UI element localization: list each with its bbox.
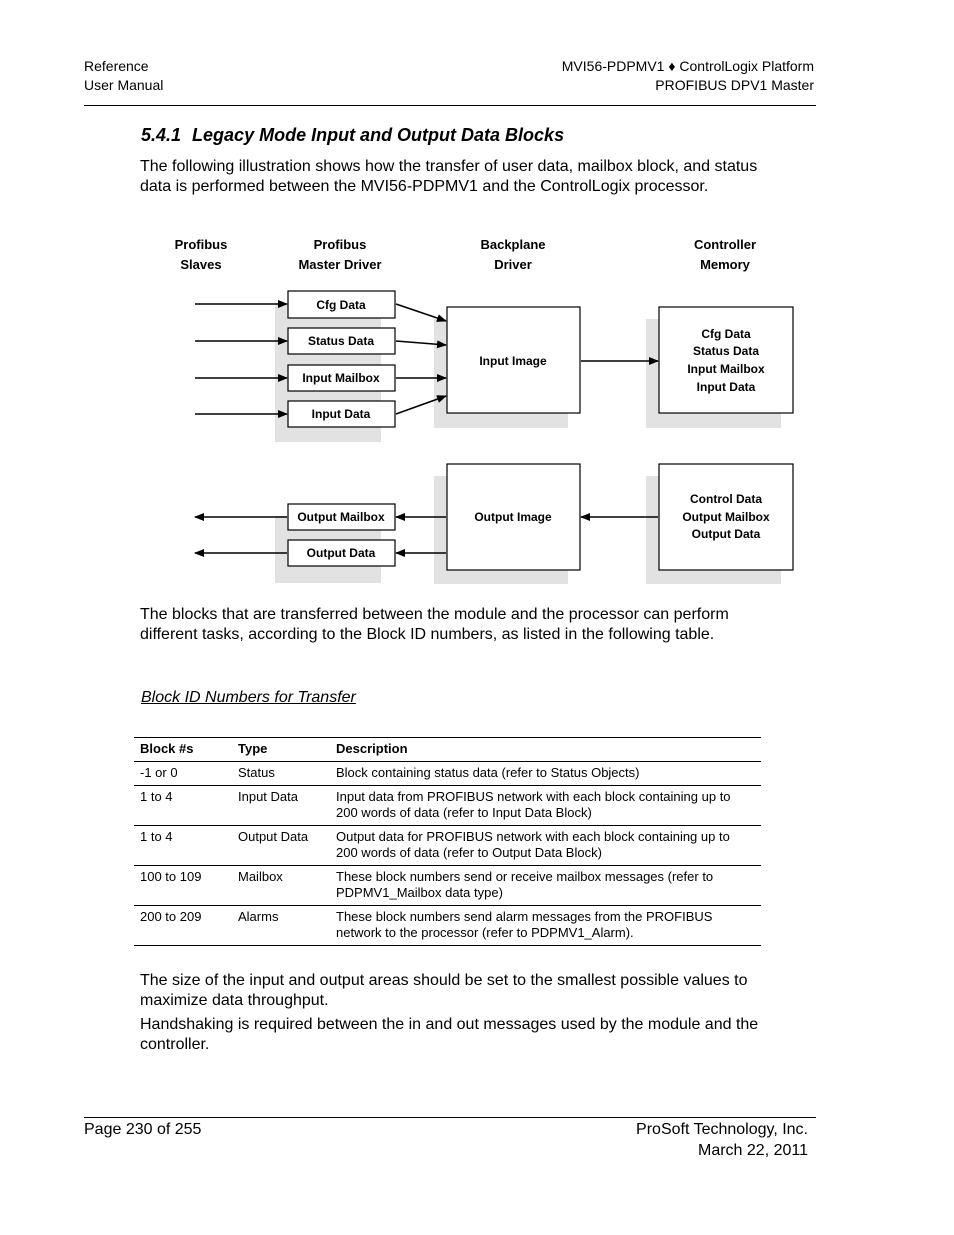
label-mem-output-mailbox: Output Mailbox	[682, 510, 770, 524]
label-mem-cfg-data: Cfg Data	[701, 327, 751, 341]
table-row	[134, 866, 761, 906]
label-output-data: Output Data	[306, 546, 376, 560]
table-header-row	[134, 738, 761, 762]
table-caption: Block ID Numbers for Transfer	[141, 689, 356, 706]
section-title: Legacy Mode Input and Output Data Blocks	[192, 125, 565, 145]
cell-block-number: -1 or 0	[140, 765, 178, 780]
cell-block-number: 200 to 209	[140, 909, 202, 924]
footer-rule	[84, 1117, 816, 1118]
label-mem-input-mailbox: Input Mailbox	[687, 362, 765, 376]
cell-description: Block containing status data (refer to Status Objects)	[336, 765, 640, 780]
cell-type: Alarms	[238, 909, 279, 924]
label-input-data: Input Data	[311, 407, 371, 421]
header-block-number: Block #s	[140, 741, 194, 756]
cell-block-number: 100 to 109	[140, 869, 202, 884]
block-id-table	[134, 737, 761, 946]
section-number: 5.4.1	[141, 125, 182, 145]
label-output-image: Output Image	[474, 510, 552, 524]
header-doc-type: User Manual	[84, 77, 164, 93]
label-mem-output-data: Output Data	[691, 527, 761, 541]
table-row	[134, 786, 761, 826]
note-area-size: The size of the input and output areas should be set to the smallest possible values to maximize data throughput.	[140, 972, 748, 1009]
column-headings	[175, 237, 756, 272]
block-memory-in	[659, 307, 793, 413]
header-type: Type	[238, 741, 268, 756]
heading-backplane-2: Driver	[494, 257, 532, 272]
table-row	[134, 762, 761, 786]
header-rule	[84, 105, 816, 106]
cell-type: Mailbox	[238, 869, 283, 884]
note-handshaking: Handshaking is required between the in and out messages used by the module and the controller.	[140, 1016, 759, 1053]
data-transfer-diagram	[150, 228, 820, 598]
heading-slaves-1: Profibus	[174, 237, 228, 252]
heading-controller-1: Controller	[693, 237, 757, 252]
section-heading	[141, 125, 564, 146]
cell-description: These block numbers send alarm messages from the PROFIBUS network to the processor (refer to PDPMV1_Alarm).	[336, 909, 713, 940]
cell-type: Input Data	[238, 789, 298, 804]
cell-description: Input data from PROFIBUS network with each block containing up to 200 words of data (refer to Input Data Block)	[336, 789, 731, 820]
label-mem-control-data: Control Data	[690, 492, 762, 506]
heading-master-1: Profibus	[313, 237, 367, 252]
header-description: Description	[336, 741, 408, 756]
heading-slaves-2: Slaves	[180, 257, 222, 272]
label-mem-input-data: Input Data	[696, 380, 756, 394]
cell-type: Status	[238, 765, 275, 780]
publish-date: March 22, 2011	[698, 1142, 808, 1159]
page-number: Page 230 of 255	[84, 1121, 202, 1138]
table-row	[134, 906, 761, 946]
label-status-data: Status Data	[307, 334, 375, 348]
heading-master-2: Master Driver	[298, 257, 382, 272]
header-product: MVI56-PDPMV1 ♦ ControlLogix Platform	[561, 58, 814, 74]
heading-controller-2: Memory	[700, 257, 750, 272]
label-cfg-data: Cfg Data	[316, 298, 366, 312]
footer-right	[636, 1119, 808, 1161]
cell-description: These block numbers send or receive mailbox messages (refer to PDPMV1_Mailbox data type)	[336, 869, 714, 900]
intro-paragraph: The following illustration shows how the transfer of user data, mailbox block, and status data is performed between the MVI56-PDPMV1 and the ControlLogix processor.	[140, 158, 758, 195]
cell-description: Output data for PROFIBUS network with each block containing up to 200 words of data (refer to Output Data Block)	[336, 829, 730, 860]
table-row	[134, 826, 761, 866]
label-mem-status-data: Status Data	[692, 344, 760, 358]
label-input-image: Input Image	[479, 354, 547, 368]
cell-type: Output Data	[238, 829, 309, 844]
header-protocol: PROFIBUS DPV1 Master	[655, 77, 814, 93]
header-section: Reference	[84, 58, 149, 74]
label-input-mailbox: Input Mailbox	[302, 371, 380, 385]
cell-block-number: 1 to 4	[140, 829, 173, 844]
header-right	[562, 57, 814, 95]
blocks-paragraph: The blocks that are transferred between the module and the processor can perform different tasks, according to the Block ID numbers, as listed in the following table.	[140, 606, 729, 643]
diagram-arrows	[195, 304, 658, 553]
cell-block-number: 1 to 4	[140, 789, 173, 804]
label-output-mailbox: Output Mailbox	[297, 510, 385, 524]
heading-backplane-1: Backplane	[480, 237, 546, 252]
company-name: ProSoft Technology, Inc.	[636, 1121, 808, 1138]
header-left	[84, 57, 163, 95]
